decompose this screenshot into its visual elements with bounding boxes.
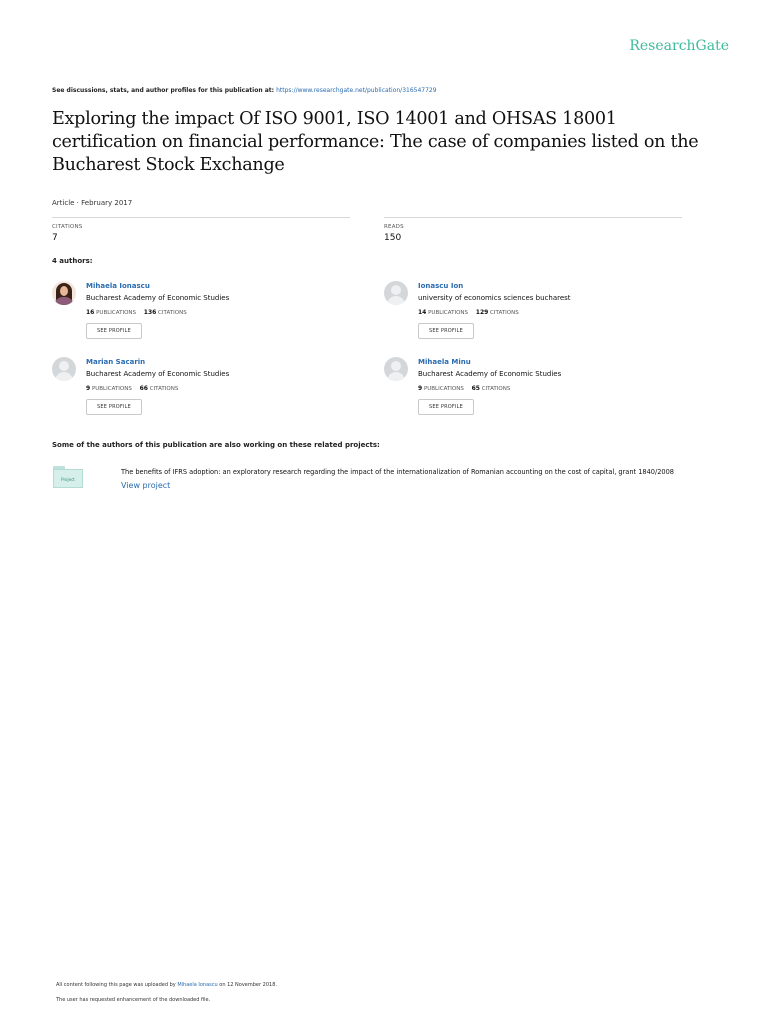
- upload-note-prefix: All content following this page was uploaded by: [56, 982, 176, 988]
- citations-value: 7: [52, 233, 58, 243]
- default-user-avatar-icon[interactable]: [52, 357, 76, 381]
- citations-label-small: CITATIONS: [158, 310, 187, 316]
- author-stats: [86, 309, 187, 316]
- citations-label: CITATIONS: [52, 224, 83, 230]
- enhancement-note: The user has requested enhancement of the downloaded file.: [56, 997, 211, 1003]
- author-stats: [418, 309, 519, 316]
- see-profile-button[interactable]: SEE PROFILE: [418, 399, 474, 415]
- reads-label: READS: [384, 224, 404, 230]
- publications-label: PUBLICATIONS: [96, 310, 137, 316]
- author-publications-count: 16: [86, 309, 95, 316]
- author-publications-count: 14: [418, 309, 427, 316]
- see-profile-button[interactable]: SEE PROFILE: [86, 323, 142, 339]
- stats-divider-left: [52, 217, 350, 218]
- citations-label-small: CITATIONS: [149, 386, 179, 392]
- author-citations-count: 129: [475, 309, 489, 316]
- author-affiliation: university of economics sciences bucharest: [418, 294, 571, 302]
- author-name-link[interactable]: Ionascu Ion: [418, 282, 464, 290]
- see-profile-button[interactable]: SEE PROFILE: [418, 323, 474, 339]
- author-photo-avatar[interactable]: [52, 281, 76, 305]
- project-icon-label: Project: [53, 469, 83, 488]
- author-card: [384, 357, 684, 427]
- upload-note-suffix: on 12 November 2018.: [219, 982, 277, 988]
- author-citations-count: 66: [139, 385, 148, 392]
- publication-title: Exploring the impact Of ISO 9001, ISO 14001 and OHSAS 18001 certification on financial performance: The case of companies listed on the Bucharest Stock Exchange: [52, 109, 699, 175]
- author-card: [384, 281, 684, 351]
- project-folder-icon[interactable]: [53, 466, 83, 488]
- author-publications-count: 9: [86, 385, 91, 392]
- author-stats: [418, 385, 510, 392]
- author-name-link[interactable]: Mihaela Ionascu: [86, 282, 150, 290]
- author-card: [52, 357, 352, 427]
- author-affiliation: Bucharest Academy of Economic Studies: [86, 370, 230, 378]
- author-publications-count: 9: [418, 385, 423, 392]
- author-affiliation: Bucharest Academy of Economic Studies: [86, 294, 230, 302]
- default-user-avatar-icon[interactable]: [384, 357, 408, 381]
- citations-label-small: CITATIONS: [481, 386, 511, 392]
- author-affiliation: Bucharest Academy of Economic Studies: [418, 370, 562, 378]
- author-card: [52, 281, 352, 351]
- publications-label: PUBLICATIONS: [423, 386, 464, 392]
- view-project-link[interactable]: View project: [121, 481, 171, 490]
- reads-value: 150: [384, 233, 402, 243]
- default-user-avatar-icon[interactable]: [384, 281, 408, 305]
- author-citations-count: 136: [143, 309, 157, 316]
- author-stats: [86, 385, 178, 392]
- stats-divider-right: [384, 217, 682, 218]
- uploader-link[interactable]: Mihaela Ionascu: [177, 982, 218, 988]
- researchgate-logo[interactable]: ResearchGate: [629, 38, 729, 54]
- see-discussions-line: [52, 87, 437, 94]
- publications-label: PUBLICATIONS: [91, 386, 132, 392]
- authors-heading: 4 authors:: [52, 257, 93, 265]
- publication-meta: Article · February 2017: [52, 199, 133, 207]
- upload-note: [56, 982, 277, 988]
- project-title: The benefits of IFRS adoption: an exploratory research regarding the impact of the internationalization of Romanian accounting on the cost of capital, grant 1840/2008: [121, 468, 674, 476]
- see-profile-button[interactable]: SEE PROFILE: [86, 399, 142, 415]
- author-citations-count: 65: [471, 385, 480, 392]
- citations-label-small: CITATIONS: [490, 310, 519, 316]
- author-name-link[interactable]: Mihaela Minu: [418, 358, 471, 366]
- related-projects-heading: Some of the authors of this publication are also working on these related projects:: [52, 441, 380, 449]
- author-name-link[interactable]: Marian Sacarin: [86, 358, 146, 366]
- publication-url-link[interactable]: https://www.researchgate.net/publication/316547729: [276, 87, 437, 94]
- publications-label: PUBLICATIONS: [428, 310, 469, 316]
- see-discussions-text: See discussions, stats, and author profiles for this publication at:: [52, 87, 275, 94]
